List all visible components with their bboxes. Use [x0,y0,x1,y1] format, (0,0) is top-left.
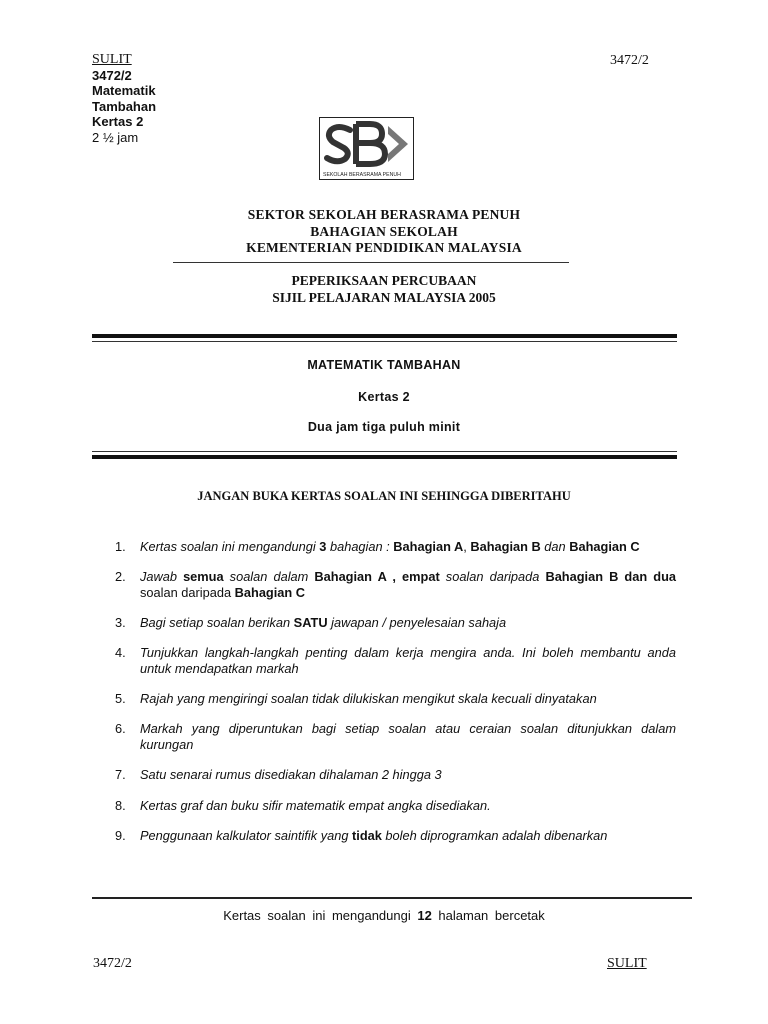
organization-block [0,207,768,257]
org-line-1: SEKTOR SEKOLAH BERASRAMA PENUH [247,207,521,222]
header-code-right: 3472/2 [610,53,649,68]
instruction-text: Satu senarai rumus disediakan dihalaman 2 hingga 3 [140,767,442,783]
footer-rule [92,897,692,899]
sbp-logo-graphic [320,118,413,179]
instruction-item-1 [115,539,676,555]
org-line-3: KEMENTERIAN PENDIDIKAN MALAYSIA [246,240,522,255]
exam-line-1: PEPERIKSAAN PERCUBAAN [291,273,477,288]
instruction-number: 9. [115,827,126,843]
footer-code: 3472/2 [93,956,132,971]
exam-line-2: SIJIL PELAJARAN MALAYSIA 2005 [272,289,496,305]
instruction-number: 7. [115,767,126,783]
logo-caption: SEKOLAH BERASRAMA PENUH [323,172,401,178]
instruction-item-9 [115,828,676,844]
subject-top-thick-rule [92,334,677,338]
org-divider [173,262,569,263]
footer-sulit: SULIT [607,956,647,971]
subject-paper: Kertas 2 [358,390,410,404]
instruction-text: Tunjukkan langkah-langkah penting dalam kerja mengira anda. Ini boleh membantu anda untuk mendapatkan markah [140,645,676,676]
instruction-number: 2. [115,569,126,585]
instruction-number: 5. [115,691,126,707]
instruction-item-2 [115,569,676,600]
do-not-open-warning: JANGAN BUKA KERTAS SOALAN INI SEHINGGA DIBERITAHU [197,489,571,503]
subject-bottom-thin-rule [92,451,677,452]
instruction-text: Markah yang diperuntukan bagi setiap soalan atau ceraian soalan ditunjukkan dalam kurungan [140,721,676,752]
paper-label: Kertas 2 [92,114,144,129]
instructions-list [115,539,676,858]
instruction-item-3 [115,615,676,631]
instruction-text: Bagi setiap soalan berikan SATU jawapan / penyelesaian sahaja [140,615,507,631]
instruction-text: Jawab semua soalan dalam Bahagian A , empat soalan daripada Bahagian B dan dua soalan daripada Bahagian C [140,569,676,600]
subject-top-thin-rule [92,341,677,342]
instruction-item-4 [115,645,676,676]
sulit-label: SULIT [92,52,132,67]
instruction-number: 4. [115,645,126,661]
page-count-note: Kertas soalan ini mengandungi 12 halaman bercetak [223,908,545,923]
instruction-item-5 [115,691,676,707]
header-left-block [92,52,156,145]
instruction-text: Kertas soalan ini mengandungi 3 bahagian : Bahagian A, Bahagian B dan Bahagian C [140,539,640,554]
subject-title: MATEMATIK TAMBAHAN [307,358,461,372]
instruction-number: 8. [115,797,126,813]
org-line-2: BAHAGIAN SEKOLAH [310,223,458,239]
instruction-number: 1. [115,539,126,554]
exam-block [0,273,768,306]
instruction-item-6 [115,721,676,752]
instruction-item-7 [115,767,676,783]
subject-line-2: Tambahan [92,98,157,114]
subject-bottom-thick-rule [92,455,677,459]
sbp-logo-icon [319,117,414,180]
instruction-number: 3. [115,615,126,631]
subject-duration: Dua jam tiga puluh minit [307,420,461,434]
instruction-number: 6. [115,721,126,737]
duration-label: 2 ½ jam [92,129,139,145]
instruction-text: Kertas graf dan buku sifir matematik empat angka disediakan. [140,797,491,813]
subject-line-1: Matematik [92,83,156,98]
instruction-text: Rajah yang mengiringi soalan tidak dilukiskan mengikut skala kecuali dinyatakan [140,691,597,707]
instruction-item-8 [115,798,676,814]
paper-code: 3472/2 [92,67,132,83]
instruction-text: Penggunaan kalkulator saintifik yang tidak boleh diprogramkan adalah dibenarkan [140,827,608,843]
